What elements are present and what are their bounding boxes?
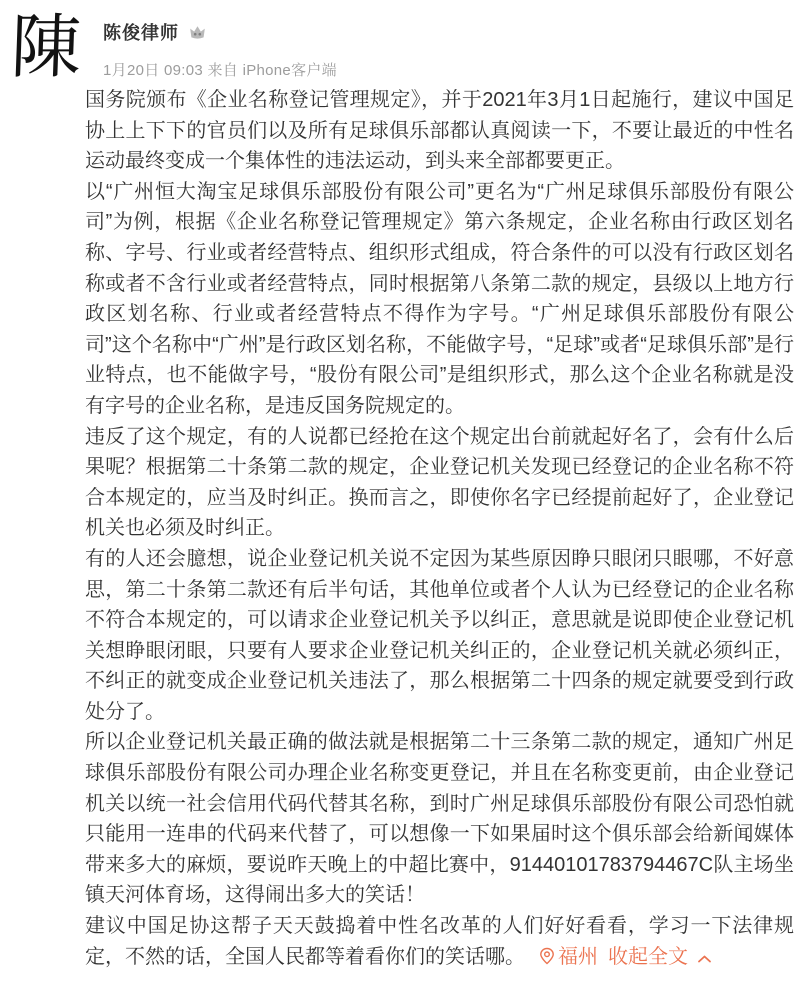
source-client[interactable]: 来自 iPhone客户端: [207, 62, 337, 79]
chevron-up-icon: [697, 943, 712, 974]
collapse-label: 收起全文: [608, 945, 688, 968]
collapse-full-text-link[interactable]: [608, 942, 712, 973]
post-paragraph: 国务院颁布《企业名称登记管理规定》，并于2021年3月1日起施行，建议中国足协上上下下的官员们以及所有足球俱乐部都认真阅读一下，不要让最近的中性名运动最终变成一个集体性的违法运动，到头来全部都要更正。: [85, 89, 794, 173]
post-content: [85, 85, 794, 972]
location-label: 福州: [558, 945, 598, 968]
post-paragraph-last: [85, 911, 794, 972]
post-paragraph: 所以企业登记机关最正确的做法就是根据第二十三条第二款的规定，通知广州足球俱乐部股份有限公司办理企业名称变更登记，并且在名称变更前，由企业登记机关以统一社会信用代码代替其名称，到时广州足球俱乐部股份有限公司恐怕就只能用一连串的代码来代替了，可以想像一下如果届时这个俱乐部会给新闻媒体带来多大的麻烦，要说昨天晚上的中超比赛中，91440101783794467C队主场坐镇天河体育场，这得闹出多大的笑话！: [85, 731, 794, 907]
username[interactable]: 陈俊律师: [103, 23, 179, 43]
crown-icon[interactable]: [188, 24, 207, 41]
location-pin-icon: [539, 944, 555, 975]
timestamp[interactable]: 1月20日 09:03: [103, 62, 204, 79]
avatar[interactable]: [4, 0, 88, 94]
avatar-calligraphy-character: 陳: [9, 6, 83, 88]
post-paragraph: 违反了这个规定，有的人说都已经抢在这个规定出台前就起好名了，会有什么后果呢？根据第二十条第二款的规定，企业登记机关发现已经登记的企业名称不符合本规定的，应当及时纠正。换而言之，即使你名字已经提前起好了，企业登记机关也必须及时纠正。: [85, 425, 794, 540]
post-header: [103, 19, 337, 80]
post-meta: [103, 59, 337, 80]
location-link[interactable]: [539, 942, 598, 973]
post-paragraph-text: 建议中国足协这帮子天天鼓捣着中性名改革的人们好好看看，学习一下法律规定，不然的话，全国人民都等着看你们的笑话哪。: [85, 915, 794, 968]
post-paragraph: 以“广州恒大淘宝足球俱乐部股份有限公司”更名为“广州足球俱乐部股份有限公司”为例，根据《企业名称登记管理规定》第六条规定，企业名称由行政区划名称、字号、行业或者经营特点、组织形式组成，符合条件的可以没有行政区划名称或者不含行业或者经营特点，同时根据第八条第二款的规定，县级以上地方行政区划名称、行业或者经营特点不得作为字号。“广州足球俱乐部股份有限公司”这个名称中“广州”是行政区划名称，不能做字号，“足球”或者“足球俱乐部”是行业特点，也不能做字号，“股份有限公司”是组织形式，那么这个企业名称就是没有字号的企业名称，是违反国务院规定的。: [85, 180, 794, 417]
post-paragraph: 有的人还会臆想，说企业登记机关说不定因为某些原因睁只眼闭只眼哪，不好意思，第二十条第二款还有后半句话，其他单位或者个人认为已经登记的企业名称不符合本规定的，可以请求企业登记机关予以纠正，意思就是说即使企业登记机关想睁眼闭眼，只要有人要求企业登记机关纠正的，企业登记机关就必须纠正，不纠正的就变成企业登记机关违法了，那么根据第二十四条的规定就要受到行政处分了。: [85, 547, 794, 723]
